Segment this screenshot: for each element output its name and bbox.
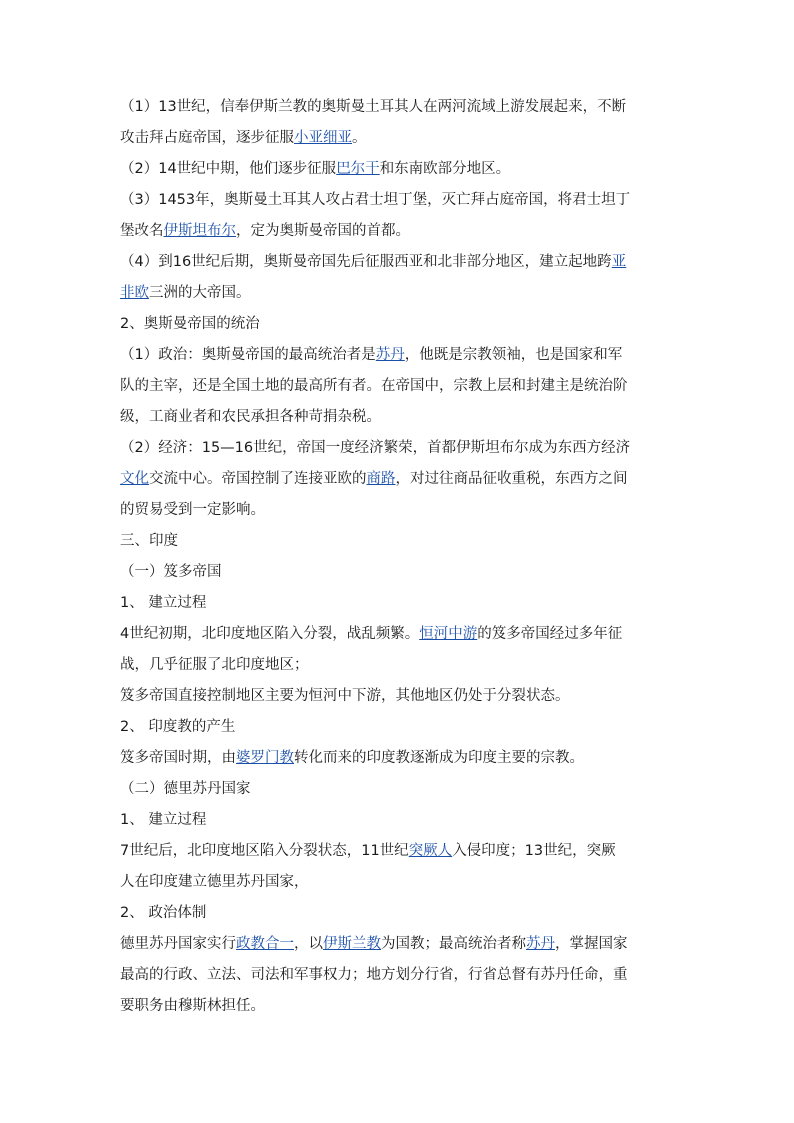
document-body [120, 92, 680, 1022]
text: 7世纪后，北印度地区陷入分裂状态，11世纪 [120, 843, 409, 859]
paragraph-line [120, 836, 680, 867]
paragraph-line [120, 619, 680, 650]
text: 德里苏丹国家实行 [120, 936, 236, 952]
link-theocracy[interactable]: 政教合一 [236, 936, 294, 952]
text: 为国教；最高统治者称 [381, 936, 526, 952]
paragraph-line: 级，工商业者和农民承担各种苛捐杂税。 [120, 409, 381, 425]
paragraph-line [120, 340, 680, 371]
text: （1）政治：奥斯曼帝国的最高统治者是 [120, 347, 376, 363]
link-asia[interactable]: 亚 [611, 254, 627, 270]
paragraph-line: 队的主宰，还是全国土地的最高所有者。在帝国中，宗教上层和封建主是统治阶 [120, 378, 628, 394]
paragraph-line: 最高的行政、立法、司法和军事权力；地方划分行省，行省总督有苏丹任命，重 [120, 967, 628, 983]
text: （2）14世纪中期，他们逐步征服 [120, 161, 337, 177]
text: 堡改名 [120, 223, 164, 239]
link-trade-route[interactable]: 商路 [366, 471, 396, 487]
link-balkans[interactable]: 巴尔干 [336, 161, 380, 177]
link-sultan[interactable]: 苏丹 [375, 347, 405, 363]
text: 转化而来的印度教逐渐成为印度主要的宗教。 [294, 750, 584, 766]
link-asia-minor[interactable]: 小亚细亚 [294, 130, 352, 146]
text: ，以 [294, 936, 323, 952]
subsection-heading: 2、 印度教的产生 [120, 719, 236, 735]
text: 和东南欧部分地区。 [379, 161, 511, 177]
link-islam[interactable]: 伊斯兰教 [323, 936, 381, 952]
text: 4世纪初期，北印度地区陷入分裂，战乱频繁。 [120, 626, 420, 642]
text: （4）到16世纪后期，奥斯曼帝国先后征服西亚和北非部分地区，建立起地跨 [120, 254, 612, 270]
link-ganges[interactable]: 恒河中游 [419, 626, 478, 642]
paragraph-line [120, 278, 680, 309]
text: 交流中心。帝国控制了连接亚欧的 [149, 471, 367, 487]
text: 三洲的大帝国。 [149, 285, 251, 301]
text: 笈多帝国时期，由 [120, 750, 236, 766]
subsection-heading: 1、 建立过程 [120, 595, 207, 611]
text: ，掌握国家 [555, 936, 628, 952]
paragraph-line: （1）13世纪，信奉伊斯兰教的奥斯曼土耳其人在两河流域上游发展起来，不断 [120, 99, 627, 115]
paragraph-line: （2）经济：15—16世纪，帝国一度经济繁荣，首都伊斯坦布尔成为东西方经济 [120, 440, 631, 456]
paragraph-line [120, 123, 680, 154]
paragraph-line [120, 154, 680, 185]
paragraph-line [120, 743, 680, 774]
paragraph-line: 要职务由穆斯林担任。 [120, 998, 265, 1014]
link-istanbul[interactable]: 伊斯坦布尔 [163, 223, 236, 239]
paragraph-line [120, 929, 680, 960]
paragraph-line [120, 247, 680, 278]
subsection-heading: （一）笈多帝国 [120, 564, 222, 580]
text: ，对过往商品征收重税，东西方之间 [395, 471, 628, 487]
paragraph-line [120, 216, 680, 247]
link-culture[interactable]: 文化 [120, 471, 149, 487]
subsection-heading: 2、 政治体制 [120, 905, 207, 921]
section-heading: 2、奥斯曼帝国的统治 [120, 316, 260, 332]
link-sultan-2[interactable]: 苏丹 [526, 936, 555, 952]
paragraph-line: 笈多帝国直接控制地区主要为恒河中下游，其他地区仍处于分裂状态。 [120, 688, 570, 704]
section-heading: 三、印度 [120, 533, 178, 549]
link-africa-europe[interactable]: 非欧 [120, 285, 149, 301]
paragraph-line: 人在印度建立德里苏丹国家， [120, 874, 309, 890]
paragraph-line: 的贸易受到一定影响。 [120, 502, 265, 518]
link-turks[interactable]: 突厥人 [408, 843, 453, 859]
text: ，定为奥斯曼帝国的首都。 [236, 223, 410, 239]
paragraph-line: （3）1453年，奥斯曼土耳其人攻占君士坦丁堡，灭亡拜占庭帝国，将君士坦丁 [120, 192, 631, 208]
subsection-heading: （二）德里苏丹国家 [120, 781, 251, 797]
text: 攻击拜占庭帝国，逐步征服 [120, 130, 294, 146]
text: ，他既是宗教领袖，也是国家和军 [404, 347, 623, 363]
paragraph-line: 战，几乎征服了北印度地区； [120, 657, 309, 673]
paragraph-line [120, 464, 680, 495]
subsection-heading: 1、 建立过程 [120, 812, 207, 828]
link-brahmanism[interactable]: 婆罗门教 [236, 750, 294, 766]
text: 。 [352, 130, 367, 146]
text: 的笈多帝国经过多年征 [477, 626, 623, 642]
text: 入侵印度；13世纪，突厥 [452, 843, 616, 859]
